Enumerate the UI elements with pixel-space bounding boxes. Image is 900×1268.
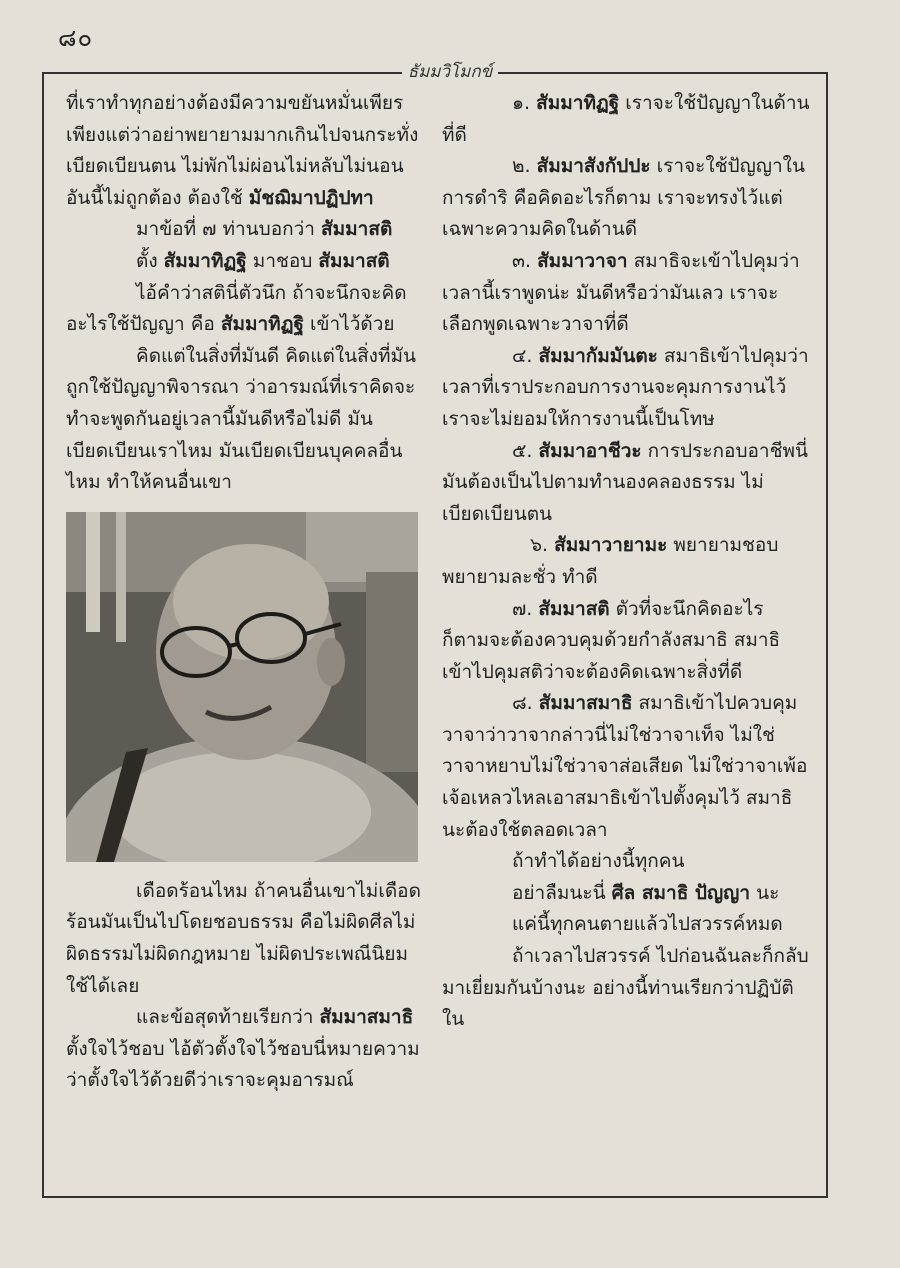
text-run: ๔. <box>512 344 539 367</box>
text-run: เราจะใช้ปัญญาในด้านที่ดี <box>442 92 810 146</box>
text-run: ๓. <box>512 249 538 272</box>
paragraph <box>442 246 810 341</box>
text-run: แค่นี้ทุกคนตายแล้วไปสวรรค์หมด <box>512 913 783 936</box>
paragraph <box>442 151 810 246</box>
text-run: ๗. <box>512 597 539 620</box>
text-run: การประกอบอาชีพนี่มันต้องเป็นไปตามทำนองคลองธรรม ไม่เบียดเบียนตน <box>442 439 808 525</box>
paragraph <box>66 88 426 214</box>
paragraph <box>442 341 810 436</box>
running-header-text: ธัมมวิโมกข์ <box>402 62 499 82</box>
text-run: ๕. <box>512 439 539 462</box>
paragraph <box>442 436 810 531</box>
text-run: ๑. <box>512 92 537 114</box>
text-run: อย่าลืมนะนี่ <box>512 881 612 904</box>
text-run: และข้อสุดท้ายเรียกว่า <box>136 1006 320 1029</box>
paragraph <box>442 530 810 593</box>
paragraph <box>66 876 426 1002</box>
bold-term: สัมมาสังกัปปะ <box>536 155 651 178</box>
paragraph <box>442 846 810 878</box>
text-run: คิดแต่ในสิ่งที่มันดี คิดแต่ในสิ่งที่มันถูกใช้ปัญญาพิจารณา ว่าอารมณ์ที่เราคิดจะทำจะพูดกันอยู่เวลานี้มันดีหรือไม่ดี มันเบียดเบียนเราไหม มันเบียดเบียนบุคคลอื่นไหม ทำให้คนอื่นเขา <box>66 344 416 494</box>
bold-term: สัมมาทิฏฐิ <box>163 249 247 272</box>
text-run: มาข้อที่ ๗ ท่านบอกว่า <box>136 218 322 241</box>
text-run: สมาธิเข้าไปคุมว่าเวลาที่เราประกอบการงานจะคุมการงานไว้ เราจะไม่ยอมให้การงานนี้เป็นโทษ <box>442 344 809 430</box>
paragraph <box>442 88 810 151</box>
monk-portrait-photo <box>66 512 418 862</box>
page-number: ๘๐ <box>58 24 94 52</box>
bold-term: สัมมากัมมันตะ <box>538 344 658 367</box>
paragraph <box>442 688 810 846</box>
text-run: ๖. <box>530 534 555 557</box>
bold-term: ศีล สมาธิ ปัญญา <box>611 881 751 904</box>
text-run: ๒. <box>512 155 537 178</box>
monk-portrait-image <box>66 512 418 862</box>
bold-term: สัมมาสมาธิ <box>538 692 633 715</box>
text-run: ตั้ง <box>136 249 164 272</box>
left-column <box>66 88 426 1097</box>
bold-term: มัชฌิมาปฏิปทา <box>248 186 374 209</box>
text-run: ถ้าเวลาไปสวรรค์ ไปก่อนฉันละก็กลับมาเยี่ยมกันบ้างนะ อย่างนี้ท่านเรียกว่าปฏิบัติใน <box>442 945 809 1031</box>
paragraph <box>66 278 426 341</box>
bold-term: สัมมาสติ <box>538 597 610 620</box>
text-run: เข้าไว้ด้วย <box>303 313 395 336</box>
bold-term: สัมมาทิฏฐิ <box>536 92 620 114</box>
bold-term: สัมมาทิฏฐิ <box>220 313 304 336</box>
running-header <box>0 58 900 85</box>
bold-term: สัมมาวายามะ <box>554 534 668 557</box>
text-run: พยายามชอบ พยายามละชั่ว ทำดี <box>442 534 779 588</box>
bold-term: สัมมาวาจา <box>537 249 628 272</box>
bold-term: สัมมาสติ <box>321 218 393 241</box>
paragraph <box>66 246 426 278</box>
text-run: ไอ้คำว่าสตินี่ตัวนึก ถ้าจะนึกจะคิดอะไรใช้ปัญญา คือ <box>66 281 407 336</box>
right-column <box>442 88 810 1036</box>
text-run: ตั้งใจไว้ชอบ ไอ้ตัวตั้งใจไว้ชอบนี่หมายความว่าตั้งใจไว้ด้วยดีว่าเราจะคุมอารมณ์ <box>66 1037 420 1092</box>
text-run: มาชอบ <box>246 249 319 272</box>
paragraph <box>442 941 810 1036</box>
bold-term: สัมมาสติ <box>318 249 390 272</box>
paragraph <box>442 878 810 910</box>
text-run: เดือดร้อนไหม ถ้าคนอื่นเขาไม่เดือดร้อนมันเป็นไปโดยชอบธรรม คือไม่ผิดศีลไม่ผิดธรรมไม่ผิดกฎหมาย ไม่ผิดประเพณีนิยม ใช้ได้เลย <box>66 879 421 997</box>
paragraph <box>442 909 810 941</box>
paragraph <box>66 1002 426 1097</box>
text-run: สมาธิเข้าไปควบคุมวาจาว่าวาจากล่าวนี่ไม่ใช่วาจาเท็จ ไม่ใช่วาจาหยาบไม่ใช่วาจาส่อเสียด ไม่ใช่วาจาเพ้อเจ้อเหลวไหลเอาสมาธิเข้าไปตั้งคุมไว้ สมาธินะต้องใช้ตลอดเวลา <box>442 692 808 841</box>
text-run: ๘. <box>512 692 539 715</box>
text-run: เราจะใช้ปัญญาในการดำริ คือคิดอะไรก็ตาม เราจะทรงไว้แต่เฉพาะความคิดในด้านดี <box>442 155 805 241</box>
text-run: ถ้าทำได้อย่างนี้ทุกคน <box>512 850 685 873</box>
text-run: สมาธิจะเข้าไปคุมว่าเวลานี้เราพูดน่ะ มันดีหรือว่ามันเลว เราจะเลือกพูดเฉพาะวาจาที่ดี <box>442 249 800 336</box>
bold-term: สัมมาสมาธิ <box>319 1006 414 1029</box>
text-run: นะ <box>750 881 780 904</box>
paragraph <box>66 341 426 499</box>
left-column-bottom-text <box>66 876 426 1097</box>
paragraph <box>442 594 810 689</box>
text-run: ตัวที่จะนึกคิดอะไรก็ตามจะต้องควบคุมด้วยกำลังสมาธิ สมาธิเข้าไปคุมสติว่าจะต้องคิดเฉพาะสิ่งที่ดี <box>442 597 781 683</box>
text-run: ที่เราทำทุกอย่างต้องมีความขยันหมั่นเพียร เพียงแต่ว่าอย่าพยายามมากเกินไปจนกระทั่งเบียดเบียนตน ไม่พักไม่ผ่อนไม่หลับไม่นอน อันนี้ไม่ถูกต้อง ต้องใช้ <box>66 92 419 209</box>
bold-term: สัมมาอาชีวะ <box>538 439 642 462</box>
paragraph <box>66 214 426 246</box>
left-column-top-text <box>66 88 426 499</box>
